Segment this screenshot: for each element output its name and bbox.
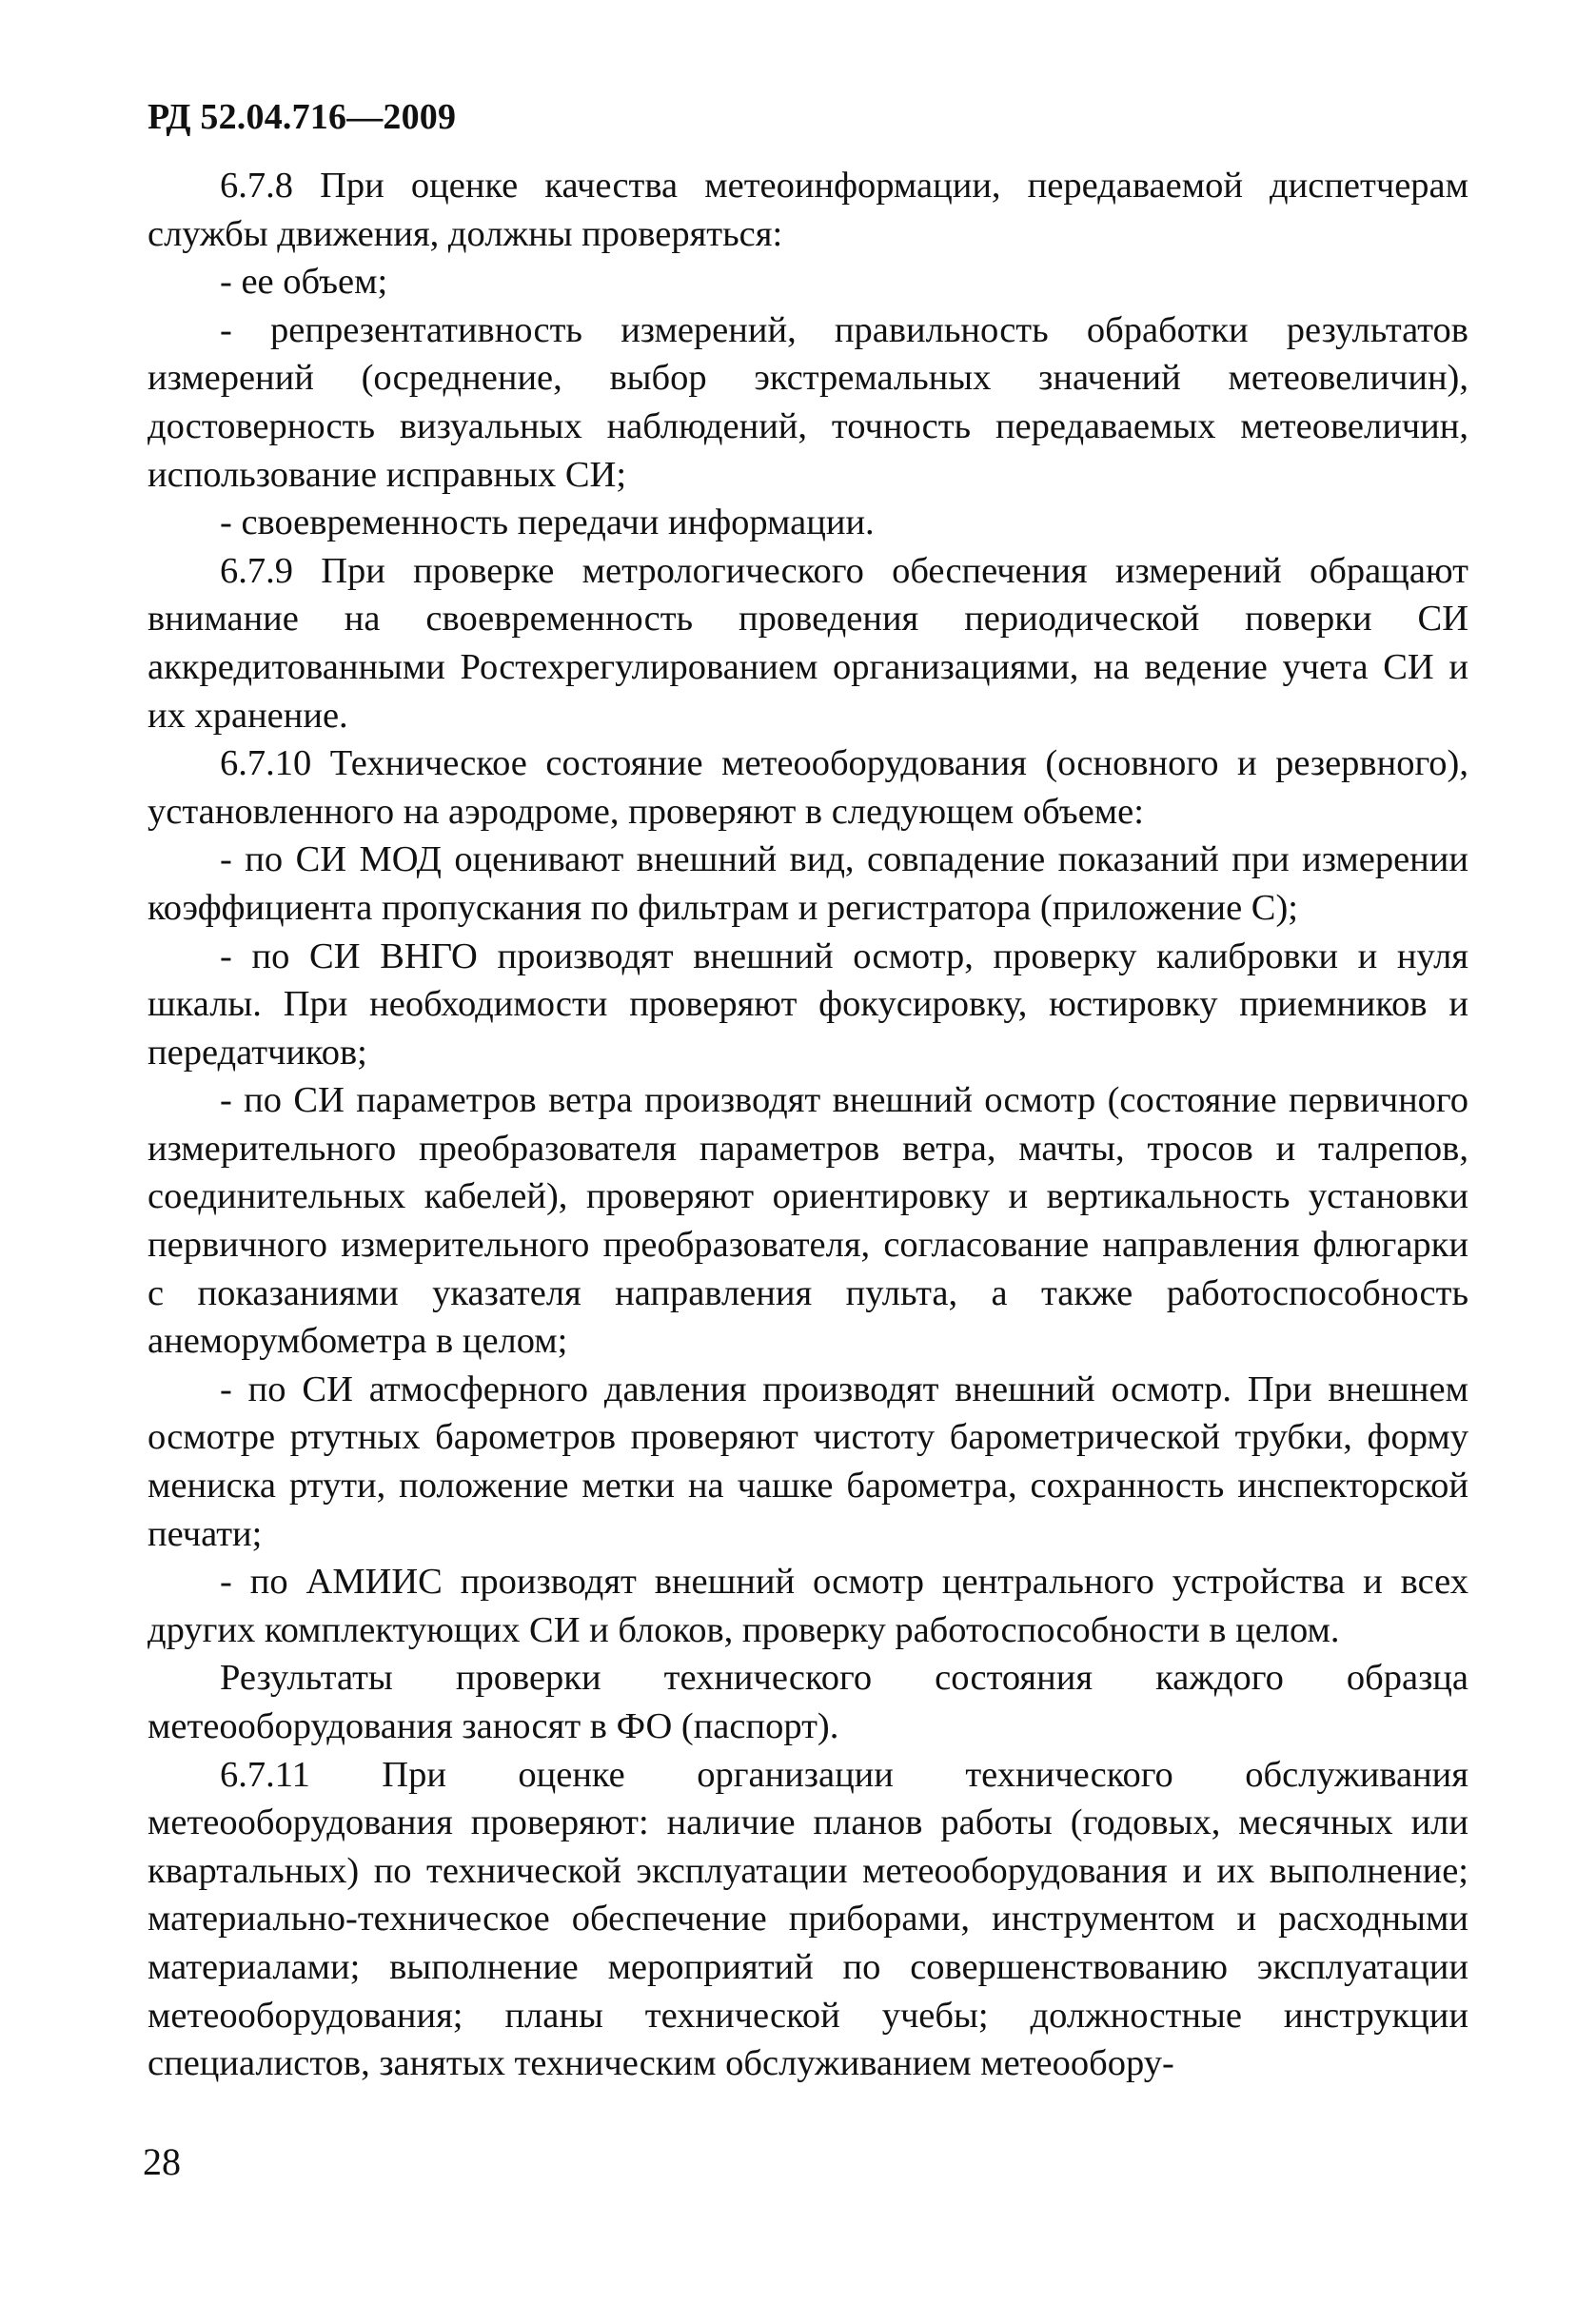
paragraph-6-7-10: 6.7.10 Техническое состояние метеооборудования (основного и резервного), установленного на аэродроме, проверяют в следующем объеме: — [148, 743, 1468, 832]
list-item-timeliness: - своевременность передачи информации. — [220, 502, 875, 543]
list-item-vngo: - по СИ ВНГО производят внешний осмотр, проверку калибровки и нуля шкалы. При необходимости проверяют фокусировку, юстировку приемников и передатчиков; — [148, 935, 1468, 1073]
list-item-pressure: - по СИ атмосферного давления производят внешний осмотр. При внешнем осмотре ртутных барометров проверяют чистоту барометрической трубки, форму мениска ртути, положение метки на чашке барометра, сохранность инспекторской печати; — [148, 1369, 1468, 1554]
paragraph-6-7-11: 6.7.11 При оценке организации технического обслуживания метеооборудования проверяют: наличие планов работы (годовых, месячных или квартальных) по технической эксплуатации метеооборудования и их выполнение; материально-техническое обеспечение приборами, инструментом и расходными материалами; выполнение мероприятий по совершенствованию эксплуатации метеооборудования; планы технической учебы; должностные инструкции специалистов, занятых техническим обслуживанием метеообору- — [148, 1754, 1468, 2084]
list-item-amiis: - по АМИИС производят внешний осмотр центрального устройства и всех других комплектующих СИ и блоков, проверку работоспособности в целом. — [148, 1562, 1468, 1650]
paragraph-6-7-9: 6.7.9 При проверке метрологического обеспечения измерений обращают внимание на своевременность проведения периодической поверки СИ аккредитованными Ростехрегулированием организациями, на ведение учета СИ и их хранение. — [148, 550, 1468, 736]
paragraph-results: Результаты проверки технического состояния каждого образца метеооборудования заносят в ФО (паспорт). — [148, 1658, 1468, 1746]
paragraph-6-7-8: 6.7.8 При оценке качества метеоинформации, передаваемой диспетчерам службы движения, должны проверяться: — [148, 166, 1468, 254]
list-item-representativeness: - репрезентативность измерений, правильность обработки результатов измерений (осреднение, выбор экстремальных значений метеовеличин), достоверность визуальных наблюдений, точность передаваемых метеовеличин, использование исправных СИ; — [148, 309, 1468, 495]
document-body — [148, 162, 1468, 2088]
page-number: 28 — [143, 2140, 181, 2183]
list-item-volume: - ее объем; — [220, 262, 388, 303]
list-item-mod: - по СИ МОД оценивают внешний вид, совпадение показаний при измерении коэффициента пропускания по фильтрам и регистратора (приложение С); — [148, 839, 1468, 928]
document-code-header: РД 52.04.716—2009 — [148, 97, 457, 137]
list-item-wind: - по СИ параметров ветра производят внешний осмотр (состояние первичного измерительного преобразователя параметров ветра, мачты, тросов и талрепов, соединительных кабелей), проверяют ориентировку и вертикальность установки первичного измерительного преобразователя, согласование направления флюгарки с показаниями указателя направления пульта, а также работоспособность анеморумбометра в целом; — [148, 1080, 1468, 1362]
